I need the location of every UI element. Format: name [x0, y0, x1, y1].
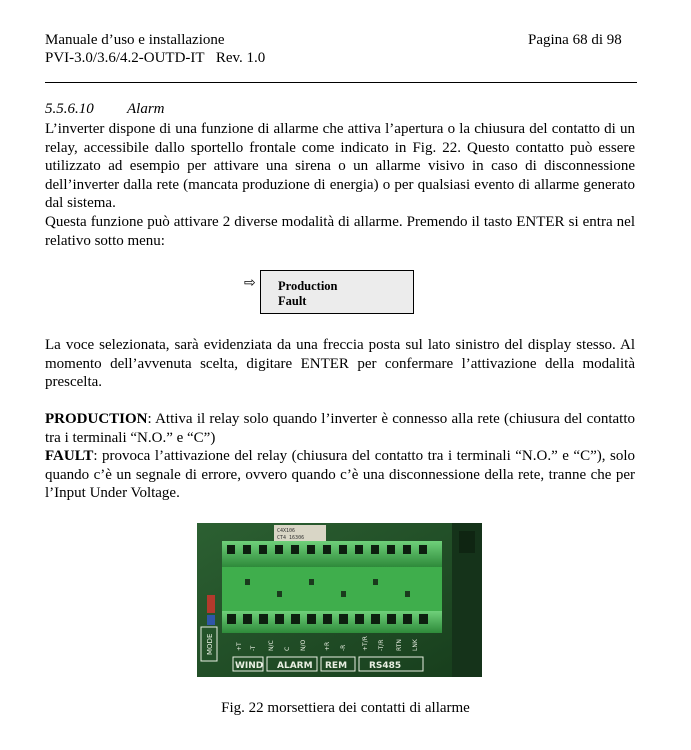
group-label-wind: WIND [235, 661, 264, 671]
mode-label: MODE [206, 633, 214, 655]
terminal-label: -T [250, 645, 257, 651]
figure-caption: Fig. 22 morsettiera dei contatti di allarme [221, 700, 470, 716]
section-number: 5.5.6.10 [45, 101, 94, 117]
paragraph-alarm-modes: Questa funzione può attivare 2 diverse modalità di allarme. Premendo il tasto ENTER si entra nel relativo sotto menu: [45, 213, 635, 249]
fault-label: FAULT [45, 448, 94, 465]
paragraph-alarm-description: L’inverter dispone di una funzione di allarme che attiva l’apertura o la chiusura del contatto di un relay, accessibile dallo sportello frontale come indicato in Fig. 22. Questo contatto può essere utilizzato ad esempio per attivare una sirena o un allarme visivo in caso di disconnessione dell’inverter dalla rete (mancata produzione di energia) o per qualsiasi evento di allarme generato dal sistema. [45, 121, 635, 212]
terminal-label: -R [340, 644, 347, 651]
header-model: PVI-3.0/3.6/4.2-OUTD-IT [45, 50, 205, 66]
section-title: Alarm [127, 101, 165, 117]
fault-description [45, 447, 635, 503]
header-rev: Rev. 1.0 [215, 50, 266, 66]
production-label: PRODUCTION [45, 411, 148, 427]
header-model-line [45, 49, 265, 68]
selection-arrow-icon: ⇨ [244, 275, 256, 291]
terminal-block-photo [197, 523, 482, 677]
paragraph-selection [45, 336, 635, 392]
terminal-label: LNK [412, 639, 419, 651]
terminal-label: +T [236, 642, 243, 651]
production-description [45, 410, 635, 447]
terminal-label: +R [324, 641, 331, 651]
terminal-label: +T/R [362, 636, 369, 651]
fault-text: : provoca l’attivazione del relay (chiusura del contatto tra i terminali “N.O.” e “C”), solo quando c’è un segnale di errore, ovvero quando c’è una disconnessione della rete, tranne che per l’Input Under Voltage. [45, 448, 635, 502]
terminal-label: N/C [268, 640, 275, 651]
terminal-block-illustration [197, 523, 482, 677]
display-submenu [260, 270, 414, 314]
terminal-label: RTN [396, 639, 403, 651]
menu-item-fault: Fault [278, 294, 307, 308]
intro-paragraphs [45, 120, 635, 250]
group-label-rs485: RS485 [369, 661, 402, 671]
menu-item-production: Production [278, 279, 338, 293]
sticker-line-2: CT4 16306 [277, 535, 305, 541]
terminal-label: N/O [300, 639, 307, 651]
terminal-label: -T/R [378, 639, 385, 651]
header-title: Manuale d’uso e installazione [45, 32, 225, 48]
group-label-alarm: ALARM [277, 661, 313, 671]
group-label-rem: REM [325, 661, 348, 671]
page-number: Pagina 68 di 98 [528, 32, 622, 48]
sticker-line-1: C4X106 [277, 528, 296, 534]
production-text: : Attiva il relay solo quando l’inverter è connesso alla rete (chiusura del contatto tra i terminali “N.O.” e “C”) [45, 411, 635, 446]
paragraph-selection-text: La voce selezionata, sarà evidenziata da una freccia posta sul lato sinistro del display stesso. Al momento dell’avvenuta scelta, digitare ENTER per confermare l’attivazione della modalità prescelta. [45, 337, 635, 391]
modes-description [45, 410, 635, 503]
plug-body [222, 567, 442, 611]
header-rule [45, 82, 637, 83]
section-heading [45, 101, 165, 118]
terminal-label: C [284, 646, 291, 651]
